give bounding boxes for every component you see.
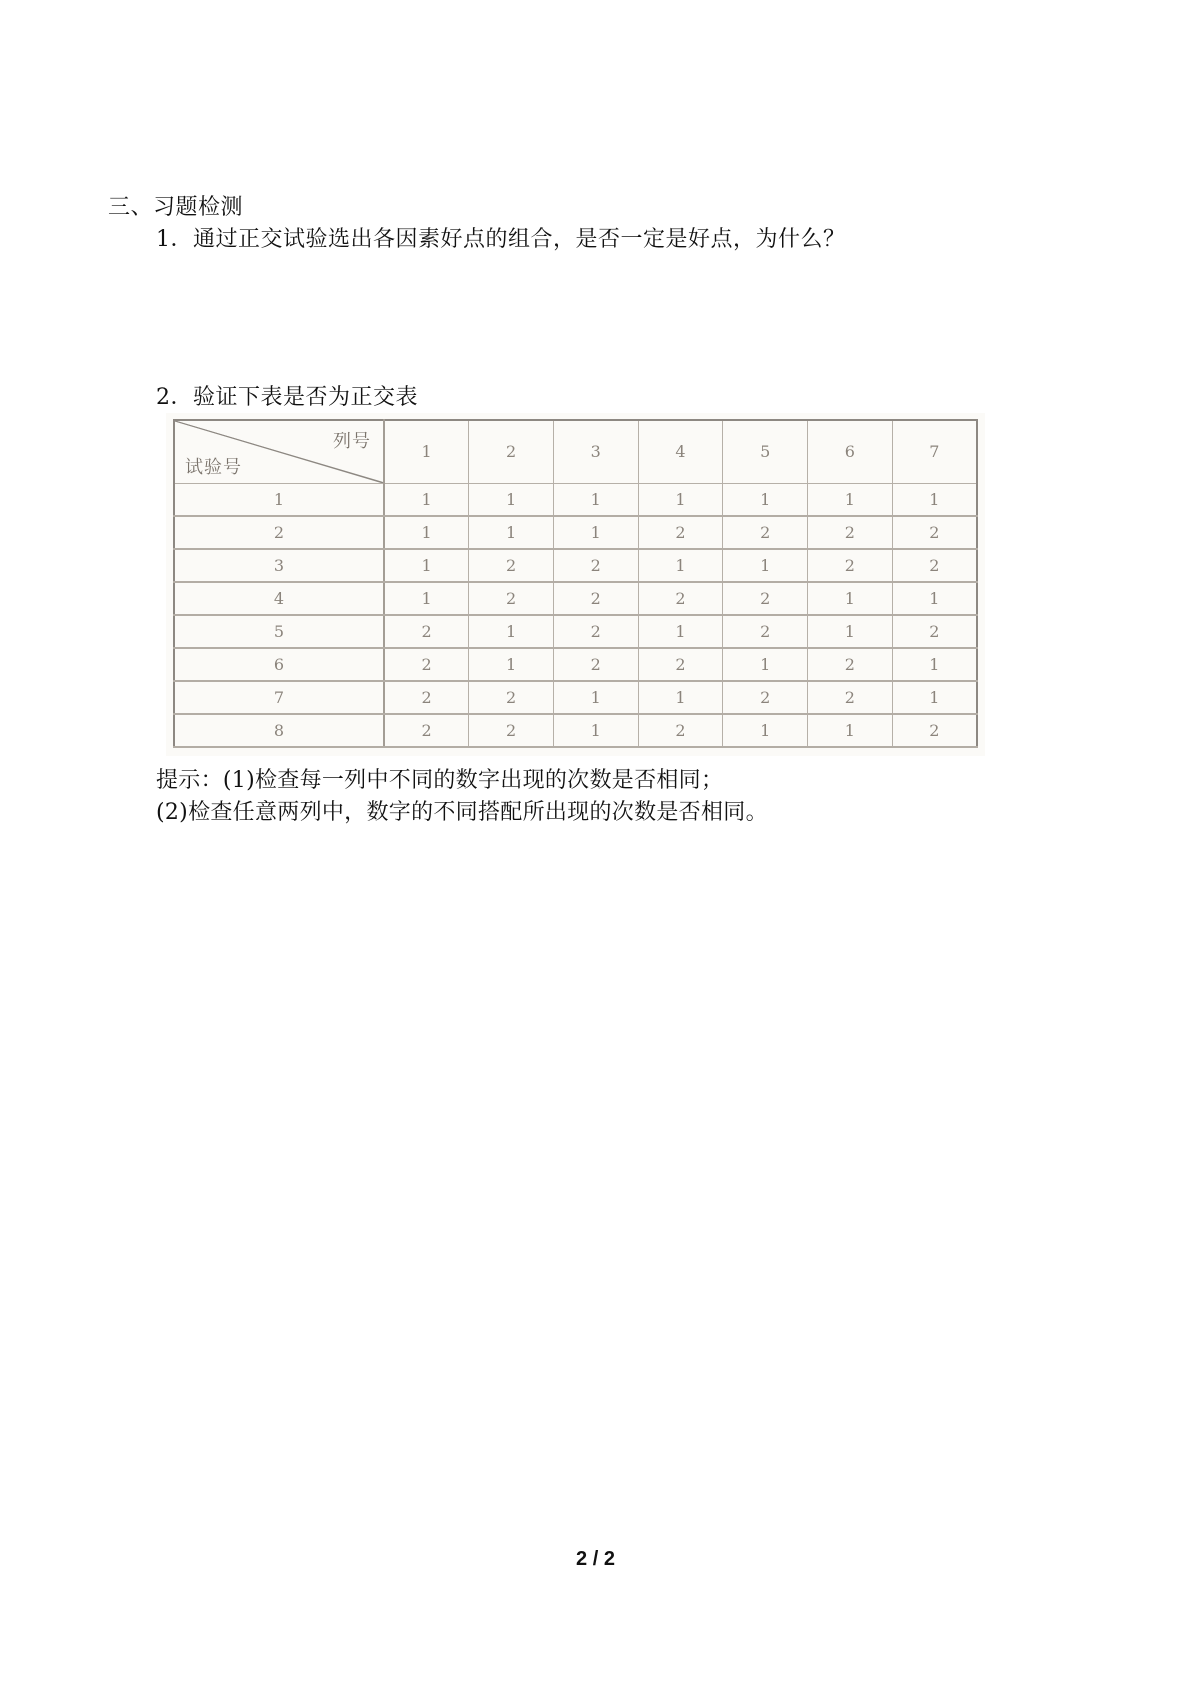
- table-cell: 2: [723, 681, 808, 714]
- table-cell: 1: [808, 582, 893, 615]
- hint-line-1: 提示：(1)检查每一列中不同的数字出现的次数是否相同；: [156, 768, 724, 793]
- table-row: [174, 681, 977, 714]
- table-row: [174, 615, 977, 648]
- table-cell: 1: [723, 483, 808, 516]
- trial-number-cell: 5: [174, 615, 384, 648]
- table-header-row: [174, 420, 977, 483]
- column-number-label: 列号: [333, 431, 371, 452]
- table-cell: 1: [892, 648, 977, 681]
- column-header: 3: [553, 420, 638, 483]
- table-cell: 1: [384, 549, 469, 582]
- table-row: [174, 648, 977, 681]
- table-cell: 2: [553, 549, 638, 582]
- table-cell: 1: [384, 483, 469, 516]
- table-cell: 2: [469, 714, 554, 747]
- table-cell: 2: [553, 615, 638, 648]
- table-row: [174, 582, 977, 615]
- table-cell: 1: [553, 681, 638, 714]
- diagonal-header-cell: [174, 420, 384, 483]
- table-cell: 1: [808, 483, 893, 516]
- table-row: [174, 714, 977, 747]
- trial-number-cell: 1: [174, 483, 384, 516]
- trial-number-label: 试验号: [185, 456, 242, 478]
- table-row: [174, 516, 977, 549]
- trial-number-cell: 4: [174, 582, 384, 615]
- question-2: 2．验证下表是否为正交表: [156, 385, 418, 410]
- table-cell: 1: [723, 714, 808, 747]
- table-cell: 1: [469, 648, 554, 681]
- table-cell: 2: [384, 648, 469, 681]
- table-cell: 1: [892, 483, 977, 516]
- table-cell: 1: [469, 483, 554, 516]
- trial-number-cell: 6: [174, 648, 384, 681]
- table-cell: 2: [384, 615, 469, 648]
- table-cell: 2: [892, 714, 977, 747]
- column-header: 1: [384, 420, 469, 483]
- table-cell: 2: [638, 516, 723, 549]
- orthogonal-table: [173, 419, 978, 748]
- table-cell: 1: [553, 483, 638, 516]
- trial-number-cell: 7: [174, 681, 384, 714]
- table-cell: 1: [553, 516, 638, 549]
- column-header: 4: [638, 420, 723, 483]
- table-cell: 2: [638, 582, 723, 615]
- trial-number-cell: 3: [174, 549, 384, 582]
- table-cell: 2: [469, 681, 554, 714]
- table-cell: 1: [638, 549, 723, 582]
- table-cell: 1: [723, 549, 808, 582]
- table-cell: 2: [892, 549, 977, 582]
- table-row: [174, 483, 977, 516]
- page-number: 2 / 2: [576, 1548, 615, 1570]
- table-cell: 2: [723, 516, 808, 549]
- table-cell: 1: [553, 714, 638, 747]
- table-cell: 1: [638, 483, 723, 516]
- table-cell: 1: [638, 681, 723, 714]
- hint-line-2: (2)检查任意两列中，数字的不同搭配所出现的次数是否相同。: [156, 800, 768, 825]
- table-row: [174, 549, 977, 582]
- table-cell: 2: [638, 648, 723, 681]
- table-cell: 1: [892, 582, 977, 615]
- table-cell: 1: [638, 615, 723, 648]
- trial-number-cell: 8: [174, 714, 384, 747]
- table-cell: 2: [553, 582, 638, 615]
- table-cell: 2: [808, 681, 893, 714]
- column-header: 7: [892, 420, 977, 483]
- table-cell: 1: [384, 582, 469, 615]
- table-cell: 1: [723, 648, 808, 681]
- table-cell: 2: [892, 516, 977, 549]
- table-cell: 2: [808, 549, 893, 582]
- table-cell: 1: [808, 714, 893, 747]
- table-cell: 2: [469, 549, 554, 582]
- table-cell: 1: [808, 615, 893, 648]
- table-cell: 2: [469, 582, 554, 615]
- table-cell: 2: [384, 714, 469, 747]
- trial-number-cell: 2: [174, 516, 384, 549]
- table-cell: 2: [723, 615, 808, 648]
- table-cell: 1: [892, 681, 977, 714]
- column-header: 2: [469, 420, 554, 483]
- orthogonal-table-image: [166, 413, 985, 756]
- table-cell: 2: [808, 516, 893, 549]
- table-cell: 1: [469, 615, 554, 648]
- table-cell: 2: [808, 648, 893, 681]
- section-title: 三、习题检测: [108, 195, 244, 220]
- table-cell: 2: [892, 615, 977, 648]
- column-header: 5: [723, 420, 808, 483]
- table-cell: 1: [469, 516, 554, 549]
- question-1: 1．通过正交试验选出各因素好点的组合，是否一定是好点，为什么？: [156, 227, 846, 252]
- table-cell: 2: [384, 681, 469, 714]
- table-cell: 1: [384, 516, 469, 549]
- table-cell: 2: [723, 582, 808, 615]
- table-cell: 2: [553, 648, 638, 681]
- table-cell: 2: [638, 714, 723, 747]
- column-header: 6: [808, 420, 893, 483]
